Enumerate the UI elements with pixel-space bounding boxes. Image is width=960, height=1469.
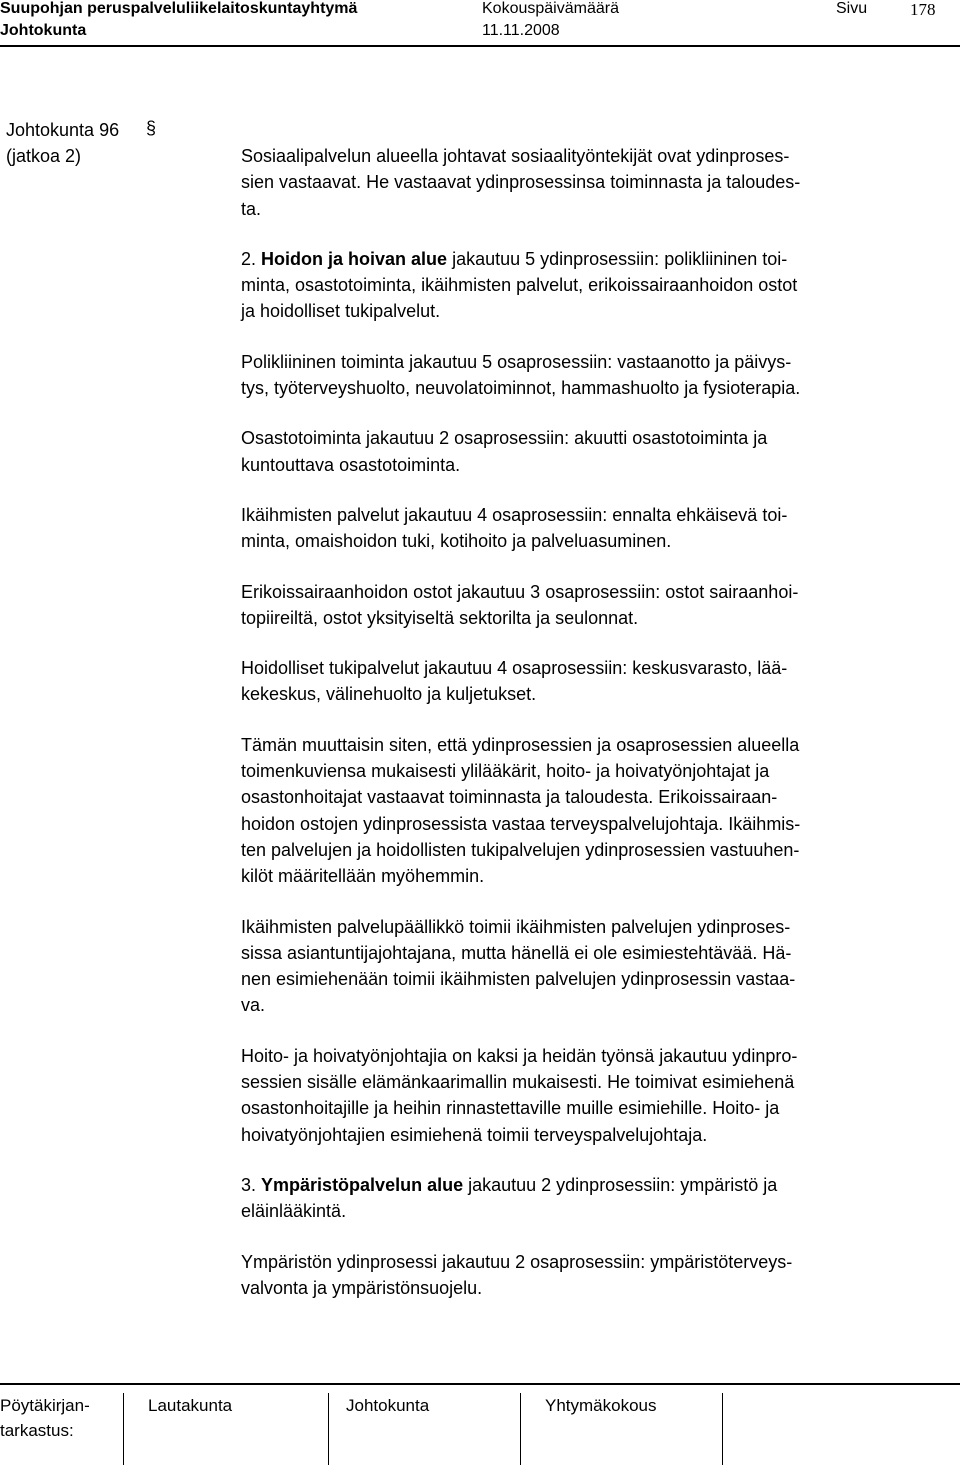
date-label: Kokouspäivämäärä (482, 0, 619, 17)
section-sign: § (146, 118, 157, 138)
footer-divider (520, 1393, 521, 1465)
footer-yhtymakokous: Yhtymäkokous (545, 1396, 657, 1415)
footer-lautakunta: Lautakunta (148, 1396, 233, 1415)
footer-divider (328, 1393, 329, 1465)
section-title: Johtokunta 96 (6, 120, 120, 140)
paragraph: Sosiaalipalvelun alueella johtavat sosiaalityöntekijät ovat ydinproses- sien vastaavat. He vastaavat ydinprosessinsa toiminnasta ja taloudes- ta. (241, 146, 801, 219)
item-text: eläinlääkintä. (241, 1201, 347, 1222)
item-heading: Hoidon ja hoivan alue (261, 248, 448, 269)
numbered-item-2 (241, 246, 941, 325)
footer-rule (0, 1383, 960, 1385)
paragraph: Ikäihmisten palvelupäällikkö toimii ikäihmisten palvelujen ydinproses- sissa asiantuntijajohtajana, mutta hänellä ei ole esimiestehtävää. Hä- nen esimiehenään toimii ikäihmisten palvelujen ydinprosessin vastaa- va. (241, 916, 796, 1016)
paragraph: Ympäristön ydinprosessi jakautuu 2 osaprosessiin: ympäristöterveys- valvonta ja ympäristönsuojelu. (241, 1251, 793, 1298)
paragraph: Polikliininen toiminta jakautuu 5 osaprosessiin: vastaanotto ja päivys- tys, työterveyshuolto, neuvolatoiminnot, hammashuolto ja fysioterapia. (241, 351, 801, 399)
footer-divider (123, 1393, 124, 1465)
page-label: Sivu (836, 0, 868, 17)
item-text-first: jakautuu 5 ydinprosessiin: polikliininen toi- (447, 248, 788, 269)
paragraph: Osastotoiminta jakautuu 2 osaprosessiin: akuutti osastotoiminta ja kuntouttava osastotoiminta. (241, 428, 768, 475)
paragraph: Hoito- ja hoivatyönjohtajia on kaksi ja heidän työnsä jakautuu ydinpro- sessien sisälle elämänkaarimallin mukaisesti. He toimivat esimiehenä osastonhoitajille ja heihin rinnastettaville muille esimiehille. Hoito- ja hoivatyönjohtajien esimiehenä toimii terveyspalvelujohtaja. (241, 1045, 798, 1145)
body-name: Johtokunta (0, 22, 87, 39)
numbered-item-3 (241, 1172, 941, 1225)
footer-label-line1: Pöytäkirjan- (0, 1396, 90, 1415)
page-number: 178 (910, 0, 936, 19)
footer-verification-label (0, 1393, 90, 1443)
paragraph: Ikäihmisten palvelut jakautuu 4 osaprosessiin: ennalta ehkäisevä toi- minta, omaishoidon tuki, kotihoito ja palveluasuminen. (241, 504, 788, 552)
item-text: minta, osastotoiminta, ikäihmisten palvelut, erikoissairaanhoidon ostot ja hoidolliset tukipalvelut. (241, 275, 798, 322)
item-number: 3. (241, 1174, 257, 1195)
paragraph: Tämän muuttaisin siten, että ydinprosessien ja osaprosessien alueella toimenkuviensa mukaisesti ylilääkärit, hoito- ja hoivatyönjohtajat ja osastonhoitajat vastaavat toiminnasta ja taloudesta. Erikoissairaan- hoidon ostojen ydinprosessista vastaa terveyspalvelujohtaja. Ikäihmis- ten palvelujen ja hoidollisten tukipalvelujen ydinprosessien vastuuhen- kilöt määritellään myöhemmin. (241, 734, 801, 887)
paragraph: Erikoissairaanhoidon ostot jakautuu 3 osaprosessiin: ostot sairaanhoi- topiireiltä, ostot yksityiseltä sektorilta ja seulonnat. (241, 581, 799, 628)
continuation-label: (jatkoa 2) (6, 146, 82, 166)
footer-divider (722, 1393, 723, 1465)
paragraph: Hoidolliset tukipalvelut jakautuu 4 osaprosessiin: keskusvarasto, lää- kekeskus, välinehuolto ja kuljetukset. (241, 658, 788, 705)
item-text-first: jakautuu 2 ydinprosessiin: ympäristö ja (463, 1174, 778, 1195)
item-heading: Ympäristöpalvelun alue (261, 1174, 464, 1195)
footer-label-line2: tarkastus: (0, 1421, 74, 1440)
item-number: 2. (241, 248, 257, 269)
meeting-date: 11.11.2008 (482, 22, 560, 39)
header-rule (0, 45, 960, 47)
organization-name: Suupohjan peruspalveluliikelaitoskuntayhtymä (0, 0, 358, 17)
minutes-body (241, 143, 941, 1325)
footer-johtokunta: Johtokunta (346, 1396, 430, 1415)
